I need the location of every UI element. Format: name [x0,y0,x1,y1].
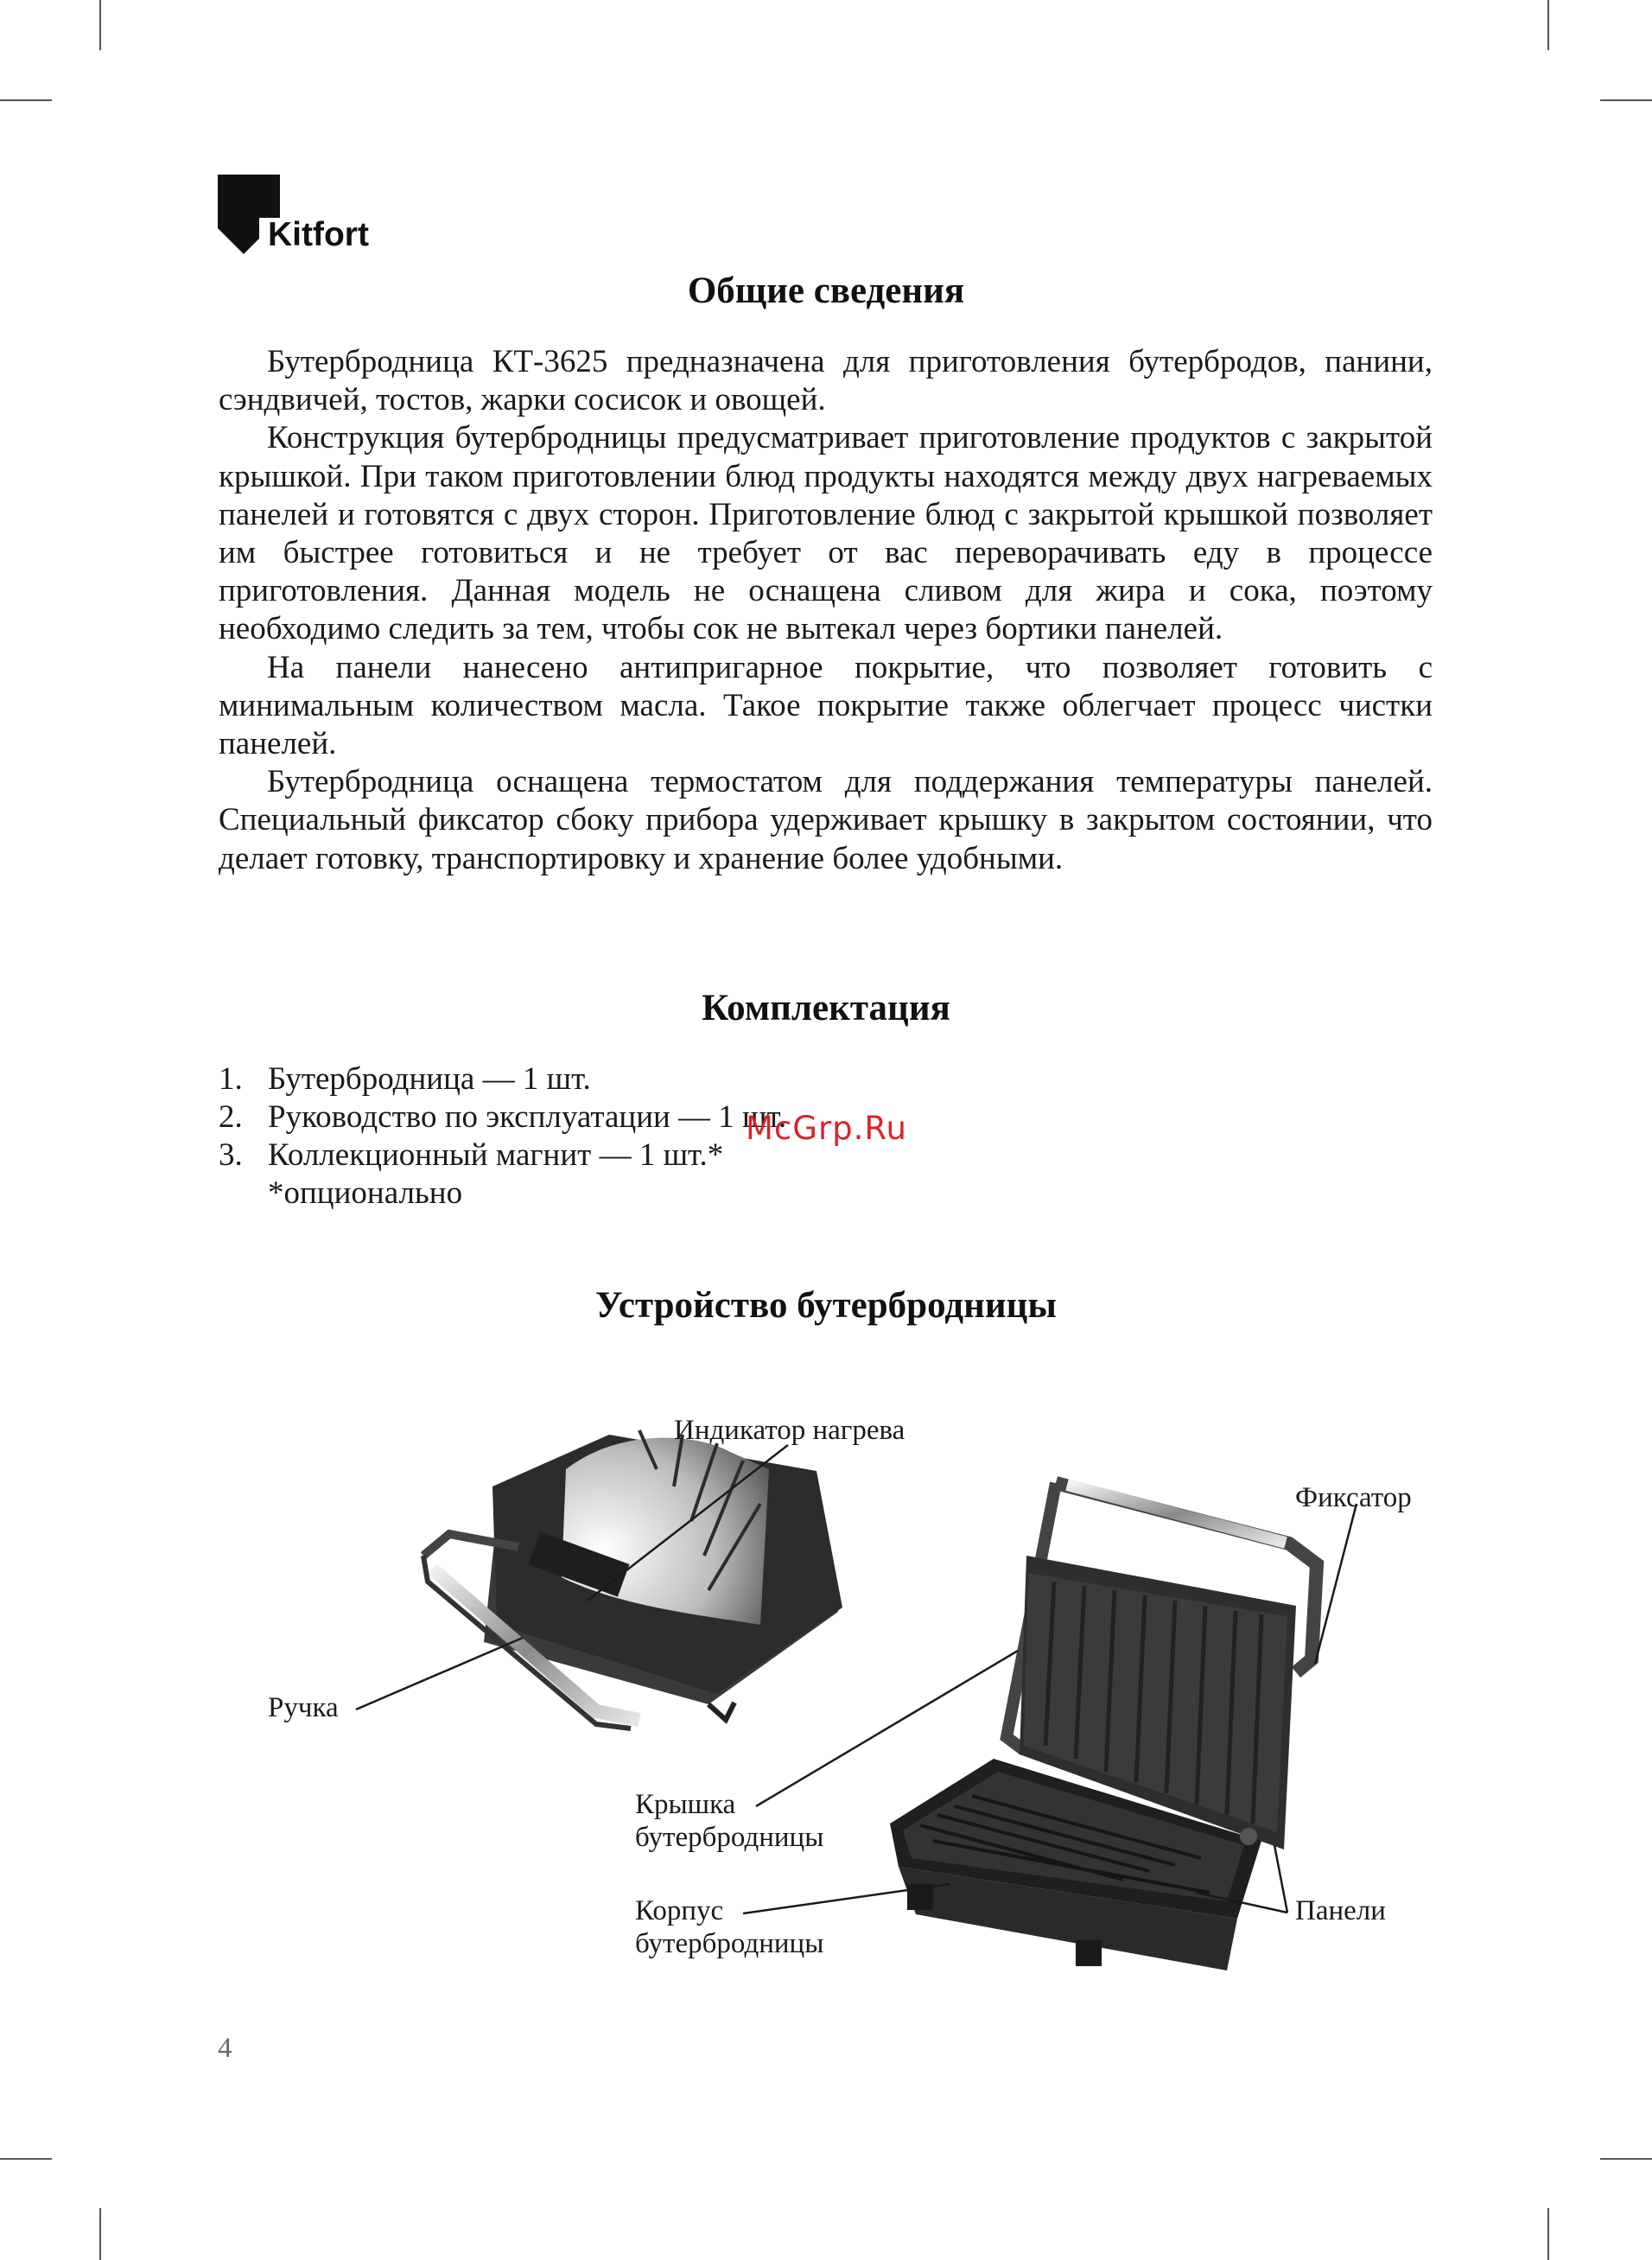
crop-mark [1547,0,1549,50]
label-lid-line2: бутербродницы [635,1822,824,1853]
device-diagram [0,1383,1652,1988]
list-number: 3. [219,1137,243,1173]
list-number: 2. [219,1099,243,1135]
section-heading-general: Общие сведения [687,271,965,311]
section-heading-device: Устройство бутербродницы [594,1285,1058,1326]
label-latch: Фиксатор [1295,1482,1412,1513]
crop-mark [99,2208,101,2260]
label-panels: Панели [1295,1895,1386,1926]
closed-grill-illustration [423,1430,842,1728]
open-grill-illustration [890,1483,1317,1970]
label-body-line1: Корпус [635,1895,724,1926]
brand-name: Kitfort [268,216,369,253]
crop-mark [99,0,101,50]
general-text [219,343,1433,878]
list-text: Коллекционный магнит — 1 шт.* [268,1137,724,1173]
label-lid [635,1788,823,1854]
label-lid-line1: Крышка [635,1789,736,1820]
label-heat-indicator: Индикатор нагрева [674,1415,905,1446]
list-item [219,1060,786,1098]
label-body-line2: бутербродницы [635,1928,824,1959]
label-body [635,1894,823,1960]
crop-mark [1547,2208,1549,2260]
crop-mark [1600,2158,1652,2160]
kit-list [219,1060,786,1175]
paragraph: На панели нанесено антипригарное покрытие, что позволяет готовить с минимальным количеством масла. Такое покрытие также облегчает процесс чистки панелей. [219,649,1433,762]
list-text: Руководство по эксплуатации — 1 шт. [268,1099,787,1135]
crop-mark [1600,99,1652,101]
list-number: 1. [219,1061,243,1097]
kit-footnote: *опционально [268,1175,463,1211]
section-heading-kit: Комплектация [702,988,950,1028]
crop-mark [0,99,52,101]
list-item [219,1136,786,1175]
paragraph: Бутербродница оснащена термостатом для поддержания температуры панелей. Специальный фиксатор сбоку прибора удерживает крышку в закрытом состоянии, что делает готовку, транспортировку и хранение более удобными. [219,764,1433,876]
page-number: 4 [218,2033,232,2064]
list-text: Бутербродница — 1 шт. [268,1061,591,1097]
label-handle: Ручка [268,1692,339,1723]
paragraph: Бутербродница КТ-3625 предназначена для приготовления бутербродов, панини, сэндвичей, тостов, жарки сосисок и овощей. [219,344,1433,418]
list-item [219,1098,786,1136]
crop-mark [0,2158,52,2160]
watermark: McGrp.Ru [746,1110,907,1147]
paragraph: Конструкция бутербродницы предусматривает приготовление продуктов с закрытой крышкой. При таком приготовлении блюд продукты находятся между двух нагреваемых панелей и готовятся с двух сторон. Приготовление блюд с закрытой крышкой позволяет им быстрее готовиться и не требует от вас переворачивать еду в процессе приготовления. Данная модель не оснащена сливом для жира и сока, поэтому необходимо следить за тем, чтобы сок не вытекал через бортики панелей. [219,420,1433,647]
